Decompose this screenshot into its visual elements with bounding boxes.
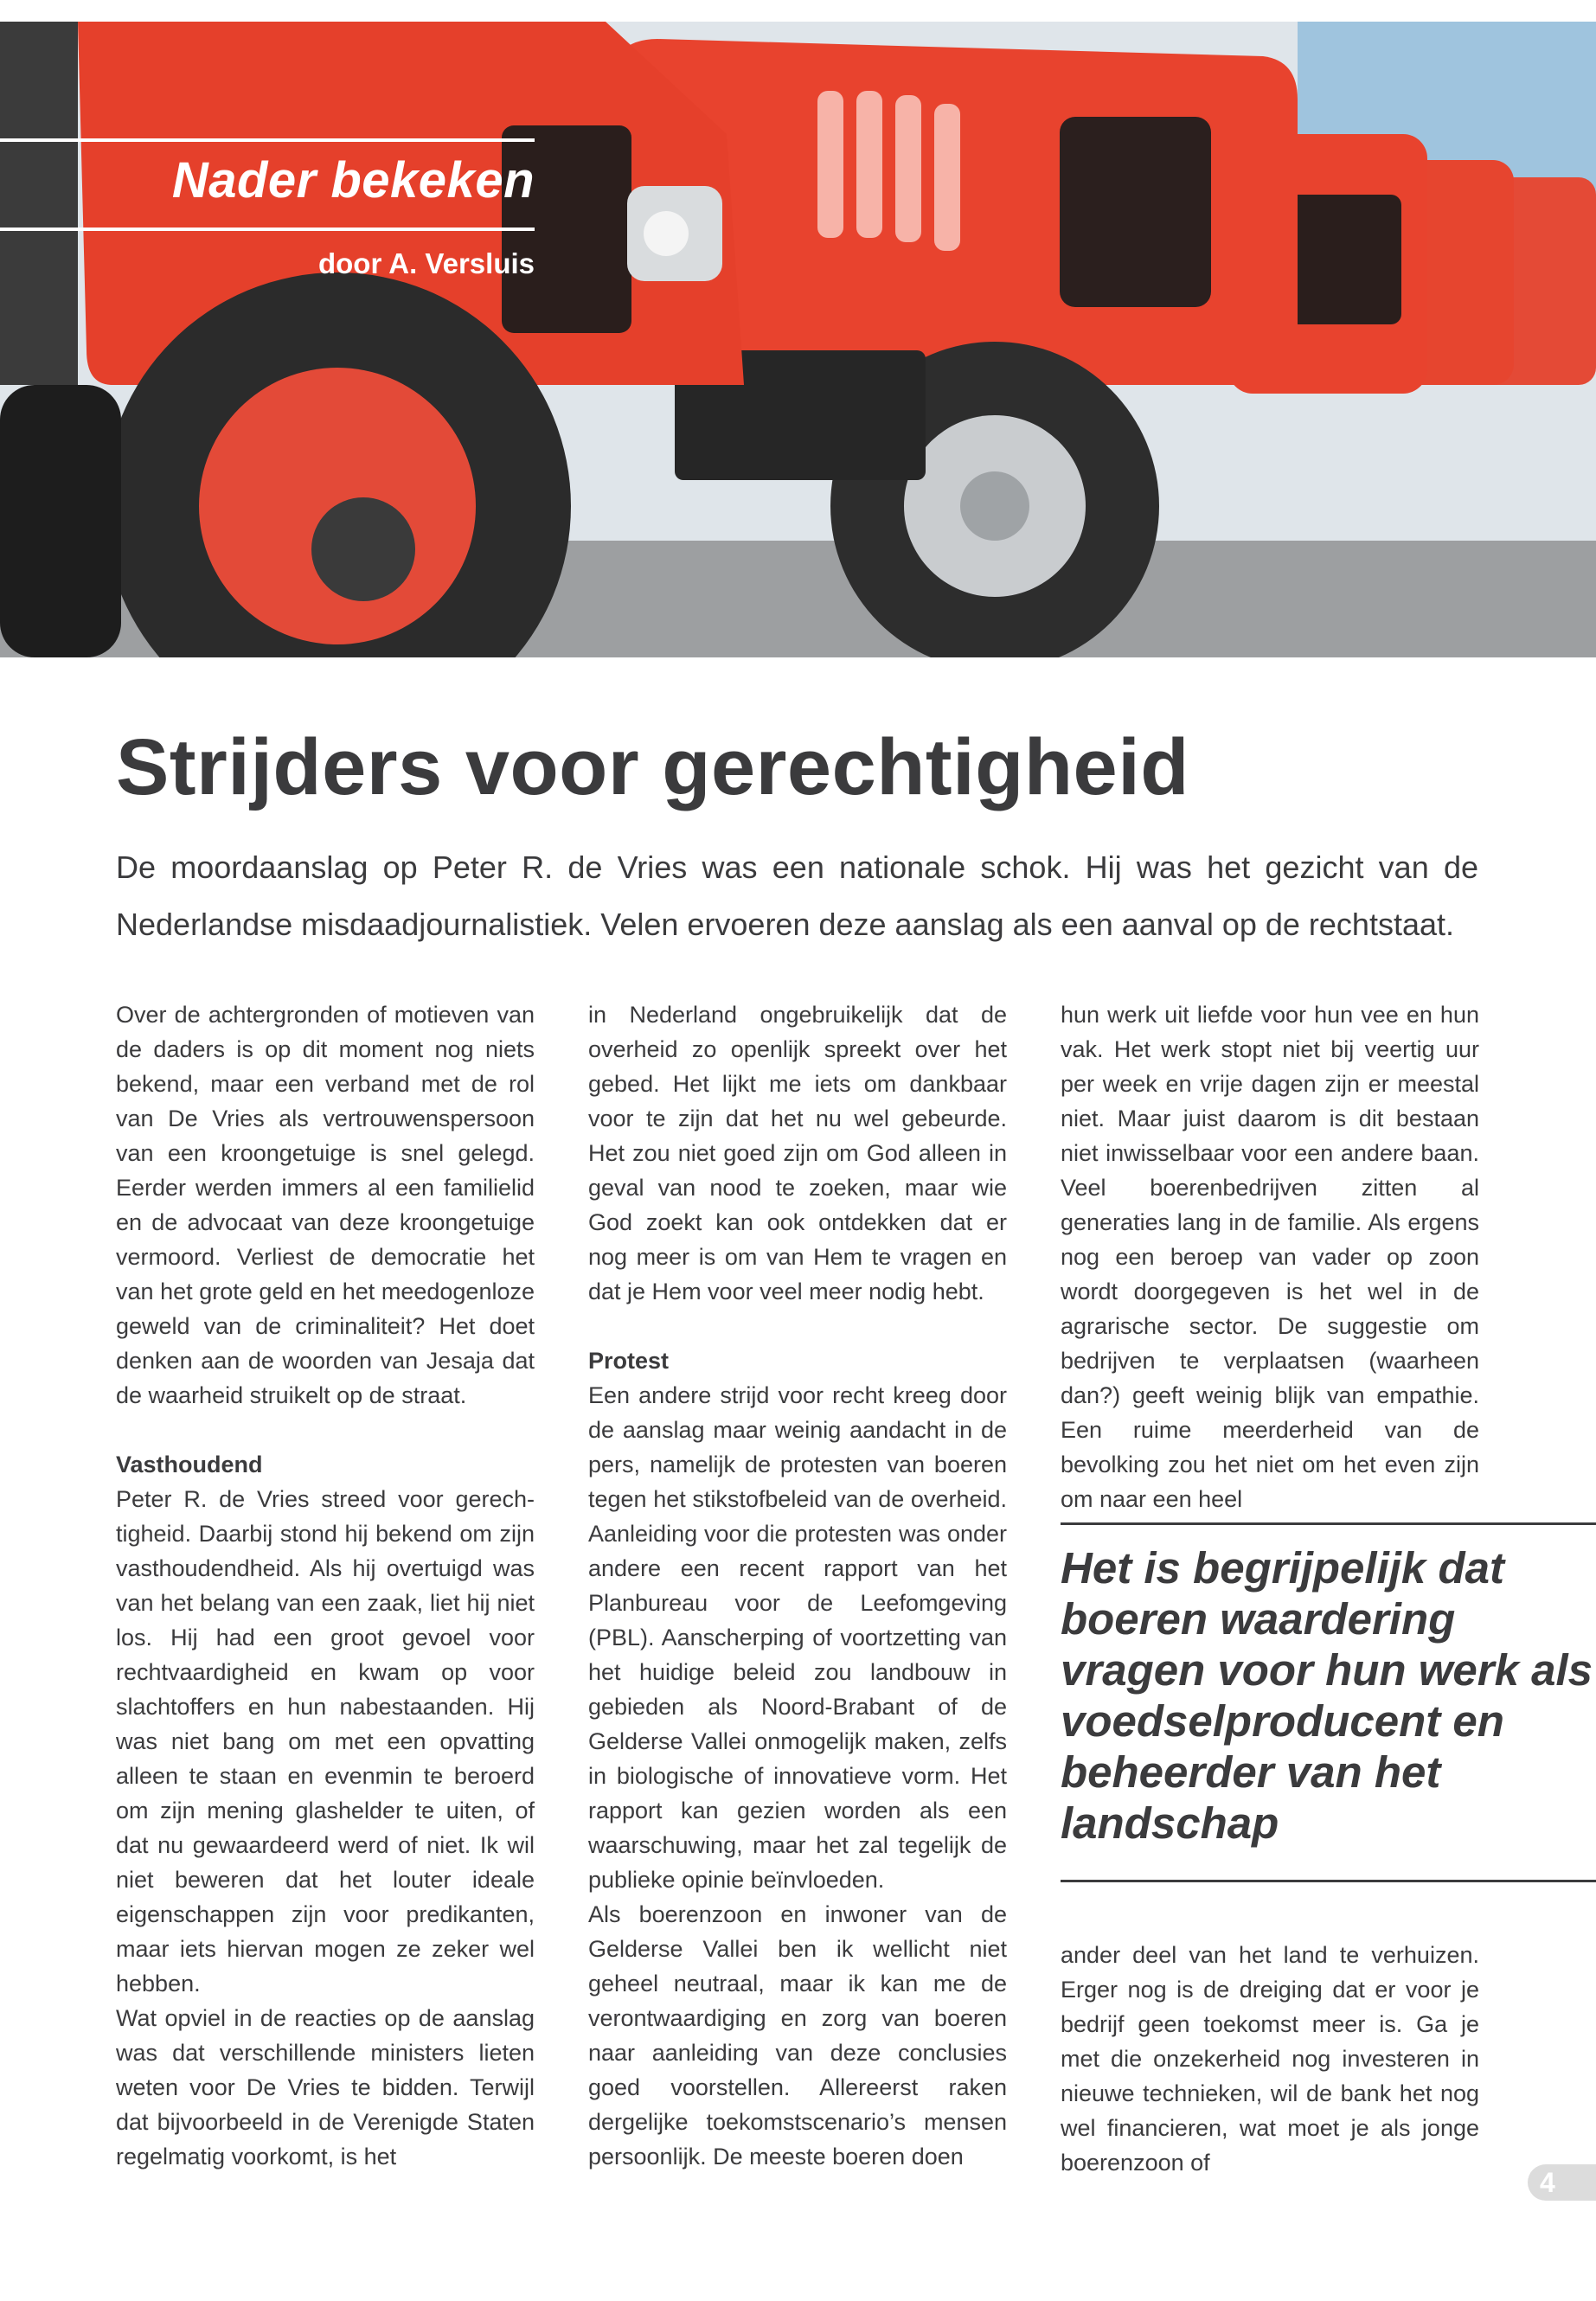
paragraph: Als boerenzoon en inwoner van de Gelderse Vallei ben ik wellicht niet geheel neutraal, maar ik kan me de verontwaardiging en zorg van boeren naar aanleiding van deze conclusies goed voorstellen. Allereerst raken dergelijke toekomstscenario’s mensen persoonlijk. De meeste boeren doen <box>588 1901 1007 2170</box>
article-title: Strijders voor gerechtigheid <box>116 723 1189 811</box>
subheading-vasthoudend: Vasthoudend <box>116 1452 263 1477</box>
hero-image <box>0 22 1596 657</box>
article-lead: De moordaanslag op Peter R. de Vries was een nationale schok. Hij was het gezicht van de Nederlandse misdaadjournalistiek. Velen ervoeren deze aanslag als een aanval op de rechtstaat. <box>116 849 1478 942</box>
section-kicker: Nader bekeken <box>171 152 535 208</box>
paragraph: ander deel van het land te verhuizen. Erger nog is de dreiging dat er voor je bedrijf geen toekomst meer is. Ga je met die onzekerheid nog investeren in nieuwe technieken, wil de bank het nog wel financieren, wat moet je als jonge boerenzoon of <box>1061 1942 1479 2176</box>
tractors-illustration <box>0 22 1596 657</box>
article-column-1 <box>116 997 535 2174</box>
paragraph: hun werk uit liefde voor hun vee en hun vak. Het werk stopt niet bij veertig uur per week en vrije dagen zijn er meestal niet. Maar juist daarom is dit bestaan niet inwisselbaar voor een andere baan. Veel boerenbedrijven zitten al generaties lang in de familie. Als ergens nog een beroep van vader op zoon wordt doorgegeven is het wel in de agrarische sector. De suggestie om bedrijven te verplaatsen (waarheen dan?) geeft weinig blijk van empathie. Een ruime meerderheid van de bevolking zou het niet om het even zijn om naar een heel <box>1061 1002 1479 1512</box>
pullquote-rule-top <box>1061 1522 1596 1525</box>
pullquote: Het is begrijpelijk dat boeren waardering vragen voor hun werk als voedselproducent en beheerder van het landschap <box>1061 1543 1593 1848</box>
article-column-2 <box>588 997 1007 2174</box>
article-column-3 <box>1061 997 1479 1516</box>
page-number: 4 <box>1528 2164 1596 2201</box>
kicker-rule-top <box>0 138 535 142</box>
pullquote-rule-bottom <box>1061 1880 1596 1882</box>
paragraph: Wat opviel in de reacties op de aanslag was dat verschillende ministers lieten weten voor De Vries te bidden. Terwijl dat bijvoorbeeld in de Verenigde Staten regelmatig voorkomt, is het <box>116 2005 535 2170</box>
article-column-3-continued <box>1061 1938 1479 2180</box>
subheading-protest: Protest <box>588 1348 670 1374</box>
paragraph: in Nederland ongebruikelijk dat de overheid zo openlijk spreekt over het gebed. Het lijkt me iets om dankbaar voor te zijn dat het nu wel gebeurde. Het zou niet goed zijn om God alleen in geval van nood te zoeken, maar wie God zoekt kan ook ontdekken dat er nog meer is om van Hem te vragen en dat je Hem voor veel meer nodig hebt. <box>588 1002 1007 1304</box>
paragraph: Over de achtergronden of motieven van de daders is op dit moment nog niets bekend, maar een verband met de rol van De Vries als vertrouwenspersoon van een kroongetuige is snel gelegd. Eerder werden immers al een familielid en de advocaat van deze kroongetuige vermoord. Verliest de democratie het van het grote geld en het meedogenloze geweld van de criminaliteit? Het doet denken aan de woorden van Jesaja dat de waarheid struikelt op de straat. <box>116 1002 535 1408</box>
author-byline: door A. Versluis <box>317 247 535 279</box>
paragraph: Een andere strijd voor recht kreeg door de aanslag maar weinig aandacht in de pers, namelijk de protesten van boeren tegen het stikstofbeleid van de overheid. Aanleiding voor die protesten was onder andere een recent rapport van het Planbureau voor de Leefomgeving (PBL). Aanscherping of voortzetting van het huidige beleid zou landbouw in gebieden als Noord-Brabant of de Gelderse Vallei onmogelijk maken, zelfs in biologische of innovatieve vorm. Het rapport kan gezien worden als een waarschuwing, maar het zal tegelijk de publieke opinie beïnvloeden. <box>588 1382 1007 1893</box>
kicker-rule-bottom <box>0 228 535 231</box>
paragraph: Peter R. de Vries streed voor gerech-tigheid. Daarbij stond hij bekend om zijn vasthoudendheid. Als hij overtuigd was van het belang van een zaak, liet hij niet los. Hij had een groot gevoel voor rechtvaardigheid en kwam op voor slachtoffers en hun nabestaanden. Hij was niet bang om met een opvatting alleen te staan en evenmin te beroerd om zijn mening glashelder te uiten, of dat nu gewaardeerd werd of niet. Ik wil niet beweren dat het louter ideale eigenschappen zijn voor predikanten, maar iets hiervan mogen ze zeker wel hebben. <box>116 1486 535 1997</box>
